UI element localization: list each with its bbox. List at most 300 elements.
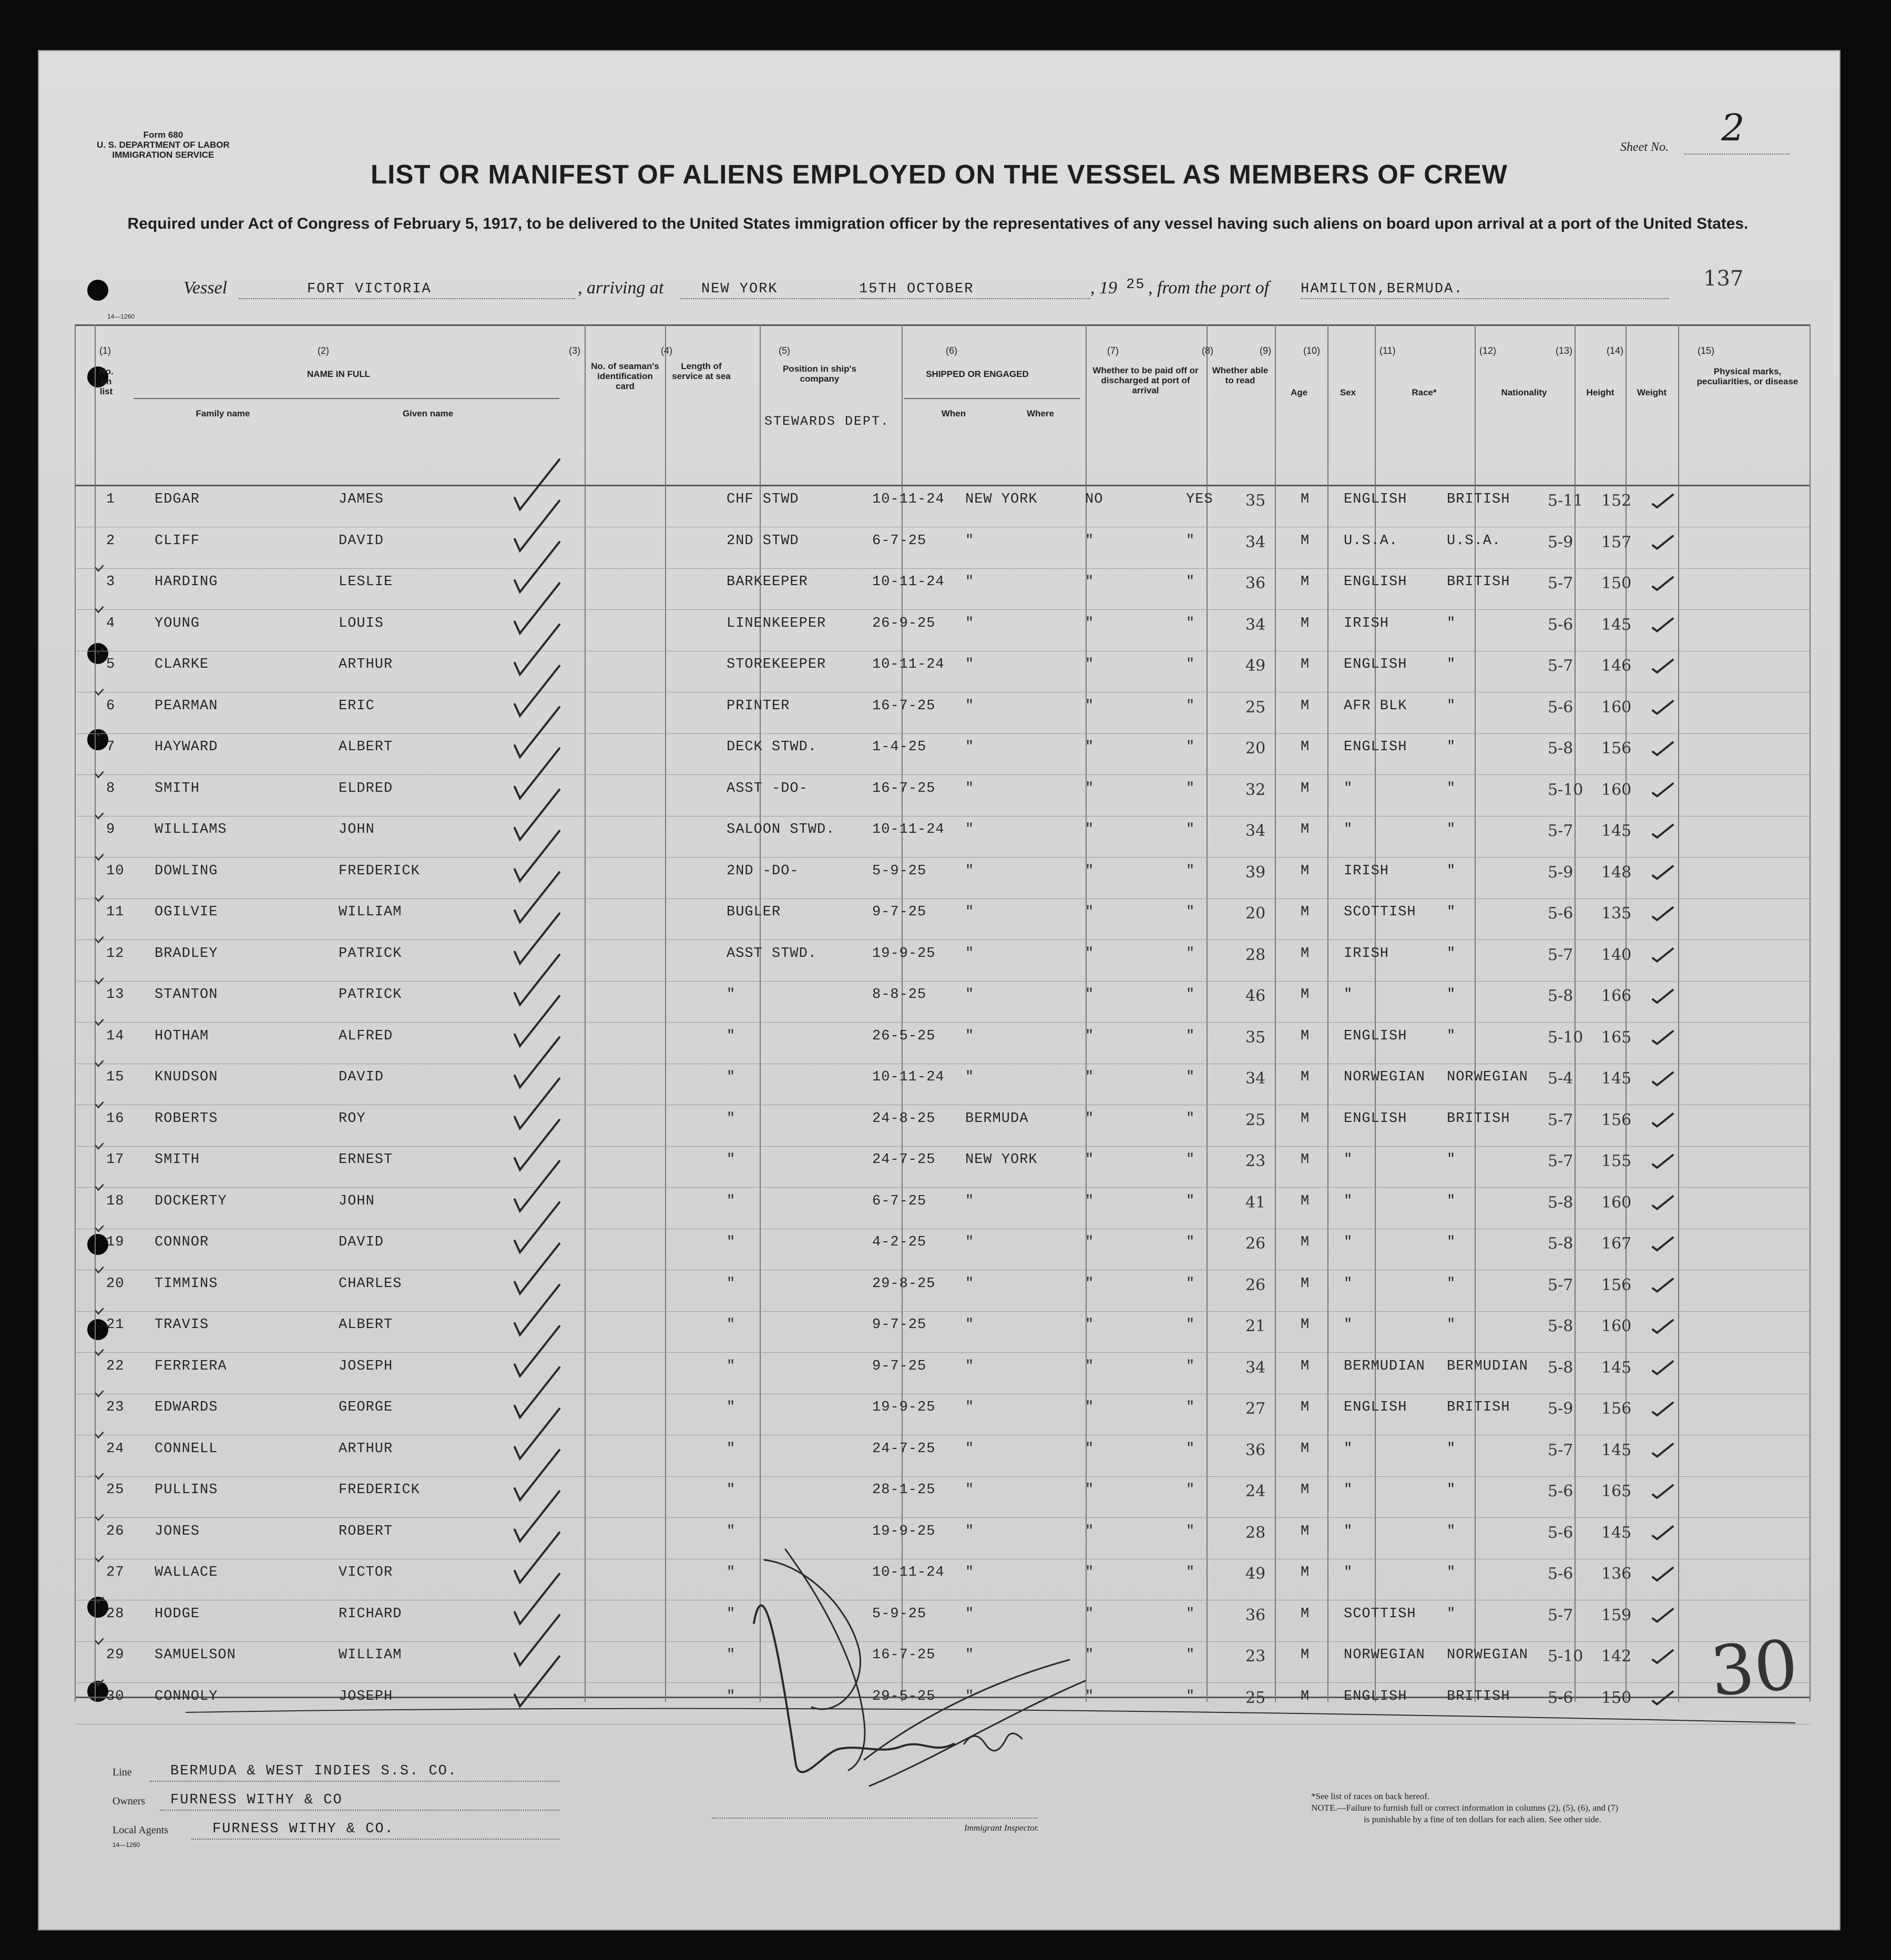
weight: 152 xyxy=(1601,492,1632,510)
height: 5-7 xyxy=(1548,945,1573,964)
weight: 160 xyxy=(1601,698,1632,717)
margin-tick xyxy=(96,772,103,778)
closing-line xyxy=(186,1709,1795,1723)
header-race: Race* xyxy=(1412,387,1437,397)
paid-off: " xyxy=(1085,574,1095,590)
row-number: 24 xyxy=(106,1441,125,1457)
family-name: FERRIERA xyxy=(155,1358,227,1374)
able-to-read: " xyxy=(1186,1647,1195,1663)
weight: 156 xyxy=(1601,1400,1632,1418)
nationality: BRITISH xyxy=(1447,1110,1510,1127)
shipped-when: 19-9-25 xyxy=(872,1400,936,1415)
handwritten-total: 30 xyxy=(1707,1625,1801,1712)
shipped-where: " xyxy=(965,1441,975,1457)
age: 34 xyxy=(1245,1069,1266,1088)
age: 49 xyxy=(1245,1565,1266,1583)
given-name: DAVID xyxy=(339,1069,384,1085)
age: 25 xyxy=(1245,1688,1266,1707)
height: 5-9 xyxy=(1548,863,1573,882)
given-name: ARTHUR xyxy=(339,657,393,672)
age: 23 xyxy=(1245,1152,1266,1170)
sex: M xyxy=(1301,1482,1310,1498)
physical-marks-check xyxy=(1653,1320,1673,1333)
able-to-read: " xyxy=(1186,1110,1195,1127)
able-to-read: " xyxy=(1186,1152,1195,1168)
sex: M xyxy=(1301,780,1310,797)
nationality: " xyxy=(1447,657,1456,672)
row-number: 22 xyxy=(106,1358,125,1374)
sex: M xyxy=(1301,822,1310,838)
row-number: 18 xyxy=(106,1193,125,1209)
shipped-when: 9-7-25 xyxy=(872,1317,927,1333)
nationality: BERMUDIAN xyxy=(1447,1358,1528,1374)
able-to-read: " xyxy=(1186,739,1195,755)
height: 5-7 xyxy=(1548,657,1573,675)
given-name: ARTHUR xyxy=(339,1441,393,1457)
height: 5-8 xyxy=(1548,1193,1573,1212)
able-to-read: " xyxy=(1186,1523,1195,1539)
age: 25 xyxy=(1245,1110,1266,1129)
page-mark: 137 xyxy=(1703,267,1744,291)
weight: 135 xyxy=(1601,904,1632,923)
owners-label: Owners xyxy=(113,1795,146,1807)
column-number: (13) xyxy=(1556,345,1573,356)
physical-marks-check xyxy=(1653,1609,1673,1622)
position: " xyxy=(727,1358,736,1374)
paid-off: " xyxy=(1085,1441,1095,1457)
paid-off: " xyxy=(1085,1482,1095,1498)
given-name: LOUIS xyxy=(339,615,384,631)
sex: M xyxy=(1301,574,1310,590)
agents-name: FURNESS WITHY & CO. xyxy=(212,1821,394,1837)
race: U.S.A. xyxy=(1344,533,1398,549)
position: BARKEEPER xyxy=(727,574,808,590)
weight: 156 xyxy=(1601,1275,1632,1294)
weight: 145 xyxy=(1601,1358,1632,1377)
given-name: PATRICK xyxy=(339,945,402,962)
shipped-where: " xyxy=(965,1647,975,1663)
sex: M xyxy=(1301,1234,1310,1250)
paid-off: " xyxy=(1085,1110,1095,1127)
row-number: 6 xyxy=(106,698,116,714)
shipped-where: " xyxy=(965,1482,975,1498)
margin-tick xyxy=(96,1474,103,1479)
margin-tick xyxy=(96,1515,103,1520)
shipped-where: " xyxy=(965,698,975,714)
nationality: " xyxy=(1447,1234,1456,1250)
race: IRISH xyxy=(1344,945,1389,962)
physical-marks-check xyxy=(1653,1692,1673,1704)
weight: 160 xyxy=(1601,1193,1632,1212)
physical-marks-check xyxy=(1653,1032,1673,1044)
shipped-when: 16-7-25 xyxy=(872,698,936,714)
column-number: (6) xyxy=(946,345,957,356)
able-to-read: " xyxy=(1186,780,1195,797)
weight: 150 xyxy=(1601,574,1632,593)
paid-off: " xyxy=(1085,1275,1095,1292)
margin-tick xyxy=(96,1680,103,1686)
paid-off: " xyxy=(1085,1234,1095,1250)
position: " xyxy=(727,1606,736,1622)
height: 5-9 xyxy=(1548,1400,1573,1418)
shipped-when: 10-11-24 xyxy=(872,1069,945,1085)
race: ENGLISH xyxy=(1344,1688,1407,1704)
race: IRISH xyxy=(1344,863,1389,879)
height: 5-10 xyxy=(1548,1647,1583,1666)
shipped-when: 8-8-25 xyxy=(872,987,927,1003)
nationality: BRITISH xyxy=(1447,492,1510,507)
physical-marks-check xyxy=(1653,701,1673,714)
able-to-read: " xyxy=(1186,698,1195,714)
height: 5-6 xyxy=(1548,1523,1573,1542)
position: 2ND -DO- xyxy=(727,863,799,879)
shipped-where: " xyxy=(965,1069,975,1085)
shipped-when: 10-11-24 xyxy=(872,657,945,672)
year-prefix: , 19 xyxy=(1090,278,1117,298)
race: ENGLISH xyxy=(1344,1028,1407,1044)
race: NORWEGIAN xyxy=(1344,1647,1425,1663)
shipped-where: " xyxy=(965,533,975,549)
shipped-when: 16-7-25 xyxy=(872,780,936,797)
shipped-where: " xyxy=(965,1193,975,1209)
race: " xyxy=(1344,1234,1353,1250)
header-paid-off: Whether to be paid off or discharged at port of arrival xyxy=(1092,365,1199,395)
margin-tick xyxy=(96,1598,103,1603)
age: 20 xyxy=(1245,904,1266,923)
position: " xyxy=(727,1069,736,1085)
family-name: DOWLING xyxy=(155,863,218,879)
family-name: WALLACE xyxy=(155,1565,218,1580)
departure-port: HAMILTON,BERMUDA. xyxy=(1301,281,1464,297)
age: 28 xyxy=(1245,1523,1266,1542)
race: ENGLISH xyxy=(1344,1400,1407,1415)
race: ENGLISH xyxy=(1344,1110,1407,1127)
age: 34 xyxy=(1245,615,1266,634)
height: 5-8 xyxy=(1548,1317,1573,1335)
able-to-read: " xyxy=(1186,657,1195,672)
from-port-label: , from the port of xyxy=(1148,278,1270,298)
age: 39 xyxy=(1245,863,1266,882)
column-number: (5) xyxy=(779,345,790,356)
sex: M xyxy=(1301,1523,1310,1539)
header-position: Position in ship's company xyxy=(782,364,857,384)
height: 5-8 xyxy=(1548,1234,1573,1253)
weight: 145 xyxy=(1601,1523,1632,1542)
height: 5-7 xyxy=(1548,1441,1573,1459)
age: 34 xyxy=(1245,533,1266,552)
shipped-when: 5-9-25 xyxy=(872,863,927,879)
nationality: " xyxy=(1447,1152,1456,1168)
position: " xyxy=(727,987,736,1003)
page-subtitle: Required under Act of Congress of February 5, 1917, to be delivered to the United States immigration officer by the representatives of any vessel having such aliens on board upon arrival at a port of the United States. xyxy=(127,215,1749,232)
family-name: PEARMAN xyxy=(155,698,218,714)
shipped-where: BERMUDA xyxy=(965,1110,1029,1127)
paid-off: " xyxy=(1085,863,1095,879)
row-number: 13 xyxy=(106,987,125,1003)
height: 5-7 xyxy=(1548,1110,1573,1129)
age: 36 xyxy=(1245,1606,1266,1625)
position: ASST STWD. xyxy=(727,945,817,962)
nationality: " xyxy=(1447,615,1456,631)
shipped-where: " xyxy=(965,574,975,590)
position: " xyxy=(727,1152,736,1168)
physical-marks-check xyxy=(1653,825,1673,838)
age: 41 xyxy=(1245,1193,1266,1212)
header-given-name: Given name xyxy=(402,409,454,418)
given-name: JOSEPH xyxy=(339,1688,393,1704)
paid-off: " xyxy=(1085,1606,1095,1622)
given-name: ROY xyxy=(339,1110,366,1127)
age: 21 xyxy=(1245,1317,1266,1335)
race: NORWEGIAN xyxy=(1344,1069,1425,1085)
physical-marks-check xyxy=(1653,1238,1673,1250)
row-number: 11 xyxy=(106,904,125,920)
sex: M xyxy=(1301,1069,1310,1085)
able-to-read: " xyxy=(1186,1234,1195,1250)
shipped-where: " xyxy=(965,987,975,1003)
header-physical-marks: Physical marks, peculiarities, or disease xyxy=(1696,366,1798,386)
family-name: EDWARDS xyxy=(155,1400,218,1415)
service-name: IMMIGRATION SERVICE xyxy=(112,150,214,160)
given-name: GEORGE xyxy=(339,1400,393,1415)
able-to-read: " xyxy=(1186,1069,1195,1085)
nationality: " xyxy=(1447,1523,1456,1539)
nationality: " xyxy=(1447,904,1456,920)
sex: M xyxy=(1301,1152,1310,1168)
sex: M xyxy=(1301,1441,1310,1457)
able-to-read: " xyxy=(1186,1441,1195,1457)
family-name: JONES xyxy=(155,1523,200,1539)
height: 5-4 xyxy=(1548,1069,1573,1088)
margin-tick xyxy=(96,1061,103,1066)
race: " xyxy=(1344,1523,1353,1539)
physical-marks-check xyxy=(1653,1444,1673,1457)
position: 2ND STWD xyxy=(727,533,799,549)
race: " xyxy=(1344,780,1353,797)
nationality: " xyxy=(1447,1606,1456,1622)
column-number: (3) xyxy=(569,345,580,356)
position: PRINTER xyxy=(727,698,790,714)
age: 35 xyxy=(1245,1028,1266,1047)
margin-tick xyxy=(96,937,103,943)
race: " xyxy=(1344,987,1353,1003)
sex: M xyxy=(1301,1275,1310,1292)
row-number: 7 xyxy=(106,739,116,755)
paid-off: NO xyxy=(1085,492,1103,507)
family-name: HODGE xyxy=(155,1606,200,1622)
sex: M xyxy=(1301,533,1310,549)
shipped-when: 10-11-24 xyxy=(872,822,945,838)
shipped-when: 29-8-25 xyxy=(872,1275,936,1292)
nationality: " xyxy=(1447,739,1456,755)
arrival-year: 25 xyxy=(1126,277,1146,293)
height: 5-6 xyxy=(1548,615,1573,634)
position: CHF STWD xyxy=(727,492,799,507)
shipped-where: " xyxy=(965,822,975,838)
height: 5-7 xyxy=(1548,1606,1573,1625)
margin-tick xyxy=(96,648,103,654)
margin-tick xyxy=(96,566,103,571)
physical-marks-check xyxy=(1653,990,1673,1003)
paid-off: " xyxy=(1085,1358,1095,1374)
physical-marks-check xyxy=(1653,742,1673,755)
physical-marks-check xyxy=(1653,1197,1673,1209)
sheet-number: 2 xyxy=(1721,106,1745,149)
shipped-where: " xyxy=(965,1400,975,1415)
family-name: CLARKE xyxy=(155,657,209,672)
signature-stroke xyxy=(764,1560,861,1709)
column-number: (2) xyxy=(318,345,329,356)
header-shipped: SHIPPED OR ENGAGED xyxy=(926,369,1029,379)
shipped-when: 5-9-25 xyxy=(872,1606,927,1622)
margin-tick xyxy=(96,1391,103,1396)
signature-stroke xyxy=(964,1733,1022,1751)
owners-name: FURNESS WITHY & CO xyxy=(170,1792,343,1808)
able-to-read: " xyxy=(1186,987,1195,1003)
shipped-where: " xyxy=(965,1275,975,1292)
margin-tick xyxy=(96,813,103,819)
given-name: ROBERT xyxy=(339,1523,393,1539)
shipped-when: 4-2-25 xyxy=(872,1234,927,1250)
physical-marks-check xyxy=(1653,866,1673,879)
race: " xyxy=(1344,1275,1353,1292)
nationality: BRITISH xyxy=(1447,1400,1510,1415)
shipping-line: BERMUDA & WEST INDIES S.S. CO. xyxy=(170,1763,458,1779)
margin-tick xyxy=(96,1309,103,1314)
paid-off: " xyxy=(1085,615,1095,631)
row-number: 1 xyxy=(106,492,116,507)
family-name: KNUDSON xyxy=(155,1069,218,1085)
weight: 166 xyxy=(1601,987,1632,1005)
position: " xyxy=(727,1234,736,1250)
shipped-when: 9-7-25 xyxy=(872,904,927,920)
weight: 150 xyxy=(1601,1688,1632,1707)
nationality: " xyxy=(1447,822,1456,838)
race: ENGLISH xyxy=(1344,739,1407,755)
age: 34 xyxy=(1245,822,1266,840)
margin-tick xyxy=(96,1226,103,1231)
height: 5-8 xyxy=(1548,987,1573,1005)
given-name: RICHARD xyxy=(339,1606,402,1622)
given-name: JOHN xyxy=(339,822,375,838)
shipped-when: 26-9-25 xyxy=(872,615,936,631)
nationality: " xyxy=(1447,1317,1456,1333)
family-name: WILLIAMS xyxy=(155,822,227,838)
height: 5-7 xyxy=(1548,574,1573,593)
age: 35 xyxy=(1245,492,1266,510)
physical-marks-check xyxy=(1653,1650,1673,1663)
header-read: Whether able to read xyxy=(1212,365,1269,385)
shipped-when: 24-7-25 xyxy=(872,1152,936,1168)
sex: M xyxy=(1301,1028,1310,1044)
shipped-where: " xyxy=(965,739,975,755)
paid-off: " xyxy=(1085,780,1095,797)
shipped-when: 26-5-25 xyxy=(872,1028,936,1044)
family-name: HAYWARD xyxy=(155,739,218,755)
shipped-when: 28-1-25 xyxy=(872,1482,936,1498)
able-to-read: " xyxy=(1186,574,1195,590)
nationality: " xyxy=(1447,1565,1456,1580)
shipped-where: " xyxy=(965,904,975,920)
race: " xyxy=(1344,1152,1353,1168)
sex: M xyxy=(1301,1565,1310,1580)
header-height: Height xyxy=(1586,387,1614,397)
weight: 145 xyxy=(1601,822,1632,840)
paid-off: " xyxy=(1085,657,1095,672)
height: 5-11 xyxy=(1548,492,1583,510)
height: 5-7 xyxy=(1548,822,1573,840)
paid-off: " xyxy=(1085,1688,1095,1704)
weight: 155 xyxy=(1601,1152,1632,1170)
row-number: 20 xyxy=(106,1275,125,1292)
given-name: JOSEPH xyxy=(339,1358,393,1374)
given-name: FREDERICK xyxy=(339,863,420,879)
column-number: (9) xyxy=(1260,345,1271,356)
nationality: " xyxy=(1447,945,1456,962)
weight: 142 xyxy=(1601,1647,1632,1666)
header-name-in-full: NAME IN FULL xyxy=(307,369,370,379)
header-when: When xyxy=(941,409,966,418)
paid-off: " xyxy=(1085,1152,1095,1168)
weight: 156 xyxy=(1601,739,1632,758)
header-where: Where xyxy=(1027,409,1054,418)
race: IRISH xyxy=(1344,615,1389,631)
able-to-read: " xyxy=(1186,1275,1195,1292)
nationality: BRITISH xyxy=(1447,1688,1510,1704)
sex: M xyxy=(1301,698,1310,714)
sheet-number-label: Sheet No. xyxy=(1620,140,1669,154)
handwritten-marks xyxy=(39,51,1839,1930)
shipped-where: " xyxy=(965,657,975,672)
row-number: 10 xyxy=(106,863,125,879)
age: 32 xyxy=(1245,780,1266,799)
race: ENGLISH xyxy=(1344,574,1407,590)
physical-marks-check xyxy=(1653,784,1673,797)
given-name: FREDERICK xyxy=(339,1482,420,1498)
shipped-where: " xyxy=(965,1565,975,1580)
column-number: (10) xyxy=(1303,345,1321,356)
row-number: 8 xyxy=(106,780,116,797)
family-name: SMITH xyxy=(155,1152,200,1168)
shipped-when: 16-7-25 xyxy=(872,1647,936,1663)
able-to-read: " xyxy=(1186,1565,1195,1580)
signature-stroke xyxy=(785,1549,865,1770)
margin-tick xyxy=(96,1102,103,1108)
paid-off: " xyxy=(1085,1523,1095,1539)
position: " xyxy=(727,1110,736,1127)
shipped-where: " xyxy=(965,1234,975,1250)
shipped-where: " xyxy=(965,1523,975,1539)
given-name: ALBERT xyxy=(339,1317,393,1333)
height: 5-6 xyxy=(1548,1482,1573,1500)
physical-marks-check xyxy=(1653,1279,1673,1292)
paid-off: " xyxy=(1085,822,1095,838)
row-number: 28 xyxy=(106,1606,125,1622)
family-name: HARDING xyxy=(155,574,218,590)
race: " xyxy=(1344,822,1353,838)
margin-tick xyxy=(96,896,103,901)
vessel-label: Vessel xyxy=(183,278,228,298)
header-sex: Sex xyxy=(1340,387,1356,397)
sex: M xyxy=(1301,492,1310,507)
height: 5-9 xyxy=(1548,533,1573,552)
agents-label: Local Agents xyxy=(113,1824,169,1836)
row-number: 9 xyxy=(106,822,116,838)
shipped-where: " xyxy=(965,945,975,962)
shipped-where: NEW YORK xyxy=(965,1152,1038,1168)
paid-off: " xyxy=(1085,739,1095,755)
given-name: CHARLES xyxy=(339,1275,402,1292)
